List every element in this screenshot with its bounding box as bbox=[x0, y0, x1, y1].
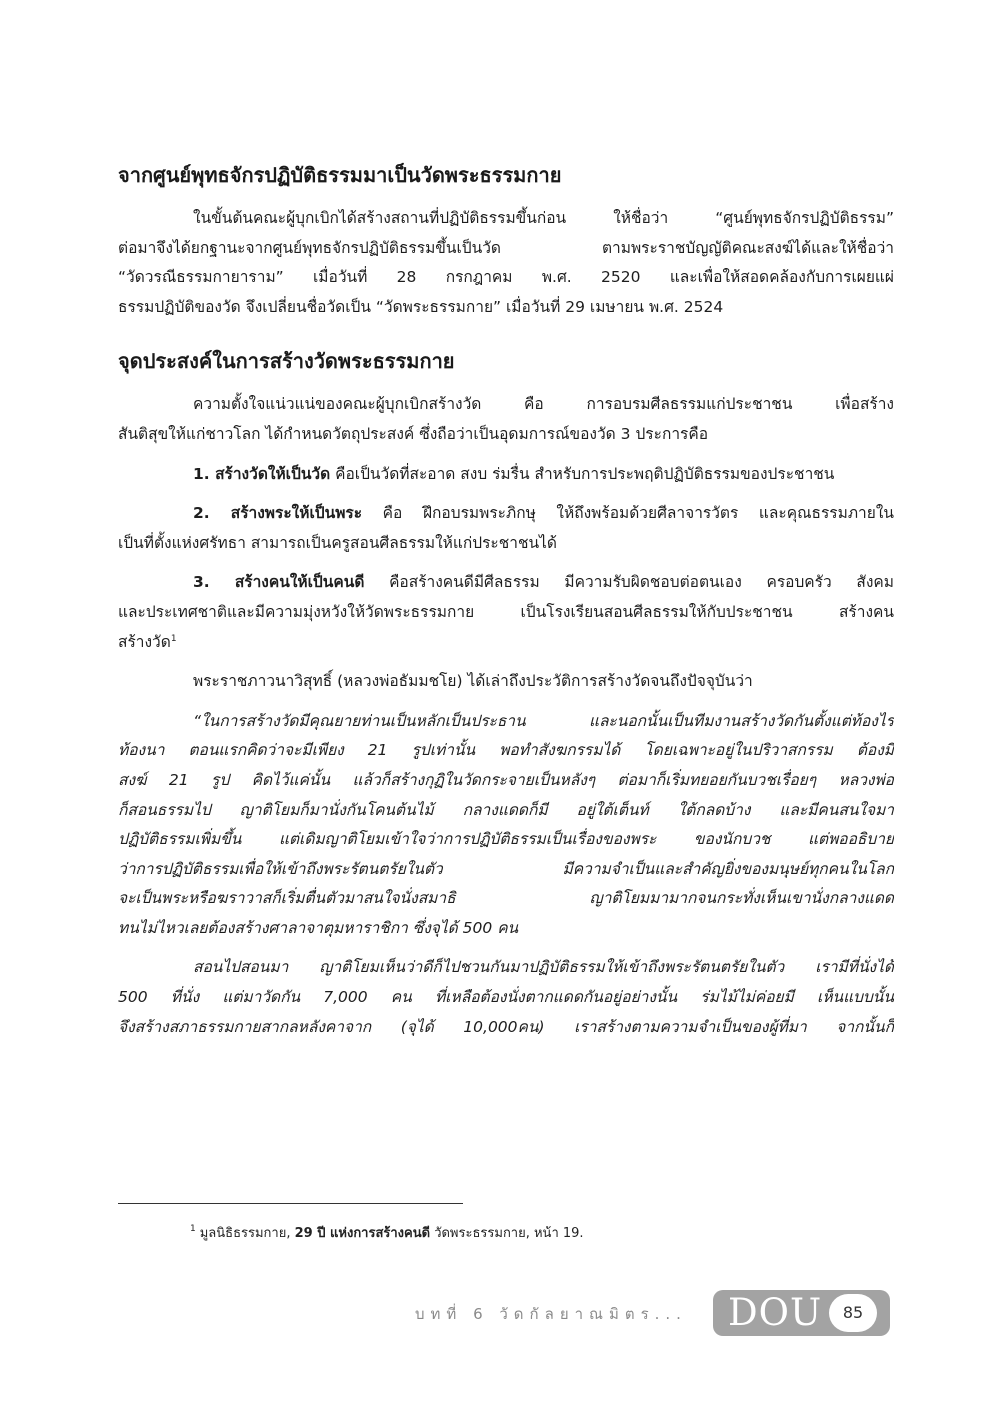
text-line bbox=[118, 460, 894, 490]
text-line: เป็นที่ตั้งแห่งศรัทธา สามารถเป็นครูสอนศีลธรรมให้แก่ประชาชนได้ bbox=[118, 533, 557, 552]
purpose-item-title: 3. สร้างคนให้เป็นคนดี bbox=[193, 573, 365, 592]
purpose-item-2 bbox=[118, 499, 894, 558]
text-line: สงฆ์ 21 รูป คิดไว้แค่นั้น แล้วก็สร้างกุฏิในวัดกระจายเป็นหลังๆ ต่อมาก็เริ่มทยอยกันบวชเรื่อยๆ หลวงพ่อ bbox=[118, 770, 894, 789]
text-line: จะเป็นพระหรือฆราวาสก็เริ่มตื่นตัวมาสนใจนั่งสมาธิ ญาติโยมมามากจนกระทั่งเห็นเขานั่งกลางแดด bbox=[118, 889, 894, 908]
page-number: 85 bbox=[829, 1294, 877, 1332]
purpose-item-3 bbox=[118, 568, 894, 657]
dou-logo: DOU bbox=[728, 1291, 823, 1334]
text-line: 500 ที่นั่ง แต่มาวัดกัน 7,000 คน ที่เหลือต้องนั่งตากแดดกันอยู่อย่างนั้น ร่มไม้ไม่ค่อยมี เห็นแบบนั้น bbox=[118, 988, 894, 1007]
text-line: ความตั้งใจแน่วแน่ของคณะผู้บุกเบิกสร้างวัด คือ การอบรมศีลธรรมแก่ประชาชน เพื่อสร้าง bbox=[193, 395, 894, 414]
text-line: ปฏิบัติธรรมเพิ่มขึ้น แต่เดิมญาติโยมเข้าใจว่าการปฏิบัติธรรมเป็นเรื่องของพระ ของนักบวช แต่พออธิบาย bbox=[118, 830, 894, 849]
footnote: $^1$ มูลนิธิธรรมกาย, 29 ปี แห่งการสร้างคนดี วัดพระธรรมกาย, หน้า 19. bbox=[190, 1224, 584, 1241]
text-line: “ในการสร้างวัดมีคุณยายท่านเป็นหลักเป็นประธาน และนอกนั้นเป็นทีมงานสร้างวัดกันตั้งแต่ท้องไร่ bbox=[193, 711, 894, 730]
quote-paragraph-2 bbox=[118, 953, 894, 1042]
text-line: จึงสร้างสภาธรรมกายสากลหลังคาจาก (จุได้ 10,000คน) เราสร้างตามความจำเป็นของผู้ที่มา จากนั้นก็ bbox=[118, 1017, 894, 1036]
text-line: และประเทศชาติและมีความมุ่งหวังให้วัดพระธรรมกาย เป็นโรงเรียนสอนศีลธรรมให้กับประชาชน สร้างคน bbox=[118, 602, 894, 621]
page-body bbox=[118, 160, 894, 1042]
text-line: ท้องนา ตอนแรกคิดว่าจะมีเพียง 21 รูปเท่านั้น พอทำสังฆกรรมได้ โดยเฉพาะอยู่ในปริวาสกรรม ต้องมี bbox=[118, 741, 894, 760]
section-heading-history: จากศูนย์พุทธจักรปฏิบัติธรรมมาเป็นวัดพระธรรมกาย bbox=[118, 163, 562, 187]
purpose-item-text: คือสร้างคนดีมีศีลธรรม มีความรับผิดชอบต่อตนเอง ครอบครัว สังคม bbox=[364, 573, 894, 592]
text-line: ในขั้นต้นคณะผู้บุกเบิกได้สร้างสถานที่ปฏิบัติธรรมขึ้นก่อน ให้ชื่อว่า “ศูนย์พุทธจักรปฏิบัติธรรม” bbox=[193, 209, 894, 227]
text-line bbox=[118, 568, 894, 598]
text-line: ธรรมปฏิบัติของวัด จึงเปลี่ยนชื่อวัดเป็น “วัดพระธรรมกาย” เมื่อวันที่ 29 เมษายน พ.ศ. 2524 bbox=[118, 297, 724, 316]
text-line: ว่าการปฏิบัติธรรมเพื่อให้เข้าถึงพระรัตนตรัยในตัว มีความจำเป็นและสำคัญยิ่งของมนุษย์ทุกคนในโลก bbox=[118, 859, 894, 878]
chapter-label: บทที่ 6 วัดกัลยาณมิตร... bbox=[415, 1305, 687, 1323]
paragraph-purpose-intro bbox=[118, 390, 894, 449]
text-line: ทนไม่ไหวเลยต้องสร้างศาลาจาตุมหาราชิกา ซึ่งจุได้ 500 คน bbox=[118, 918, 519, 937]
footnote-divider bbox=[118, 1203, 463, 1204]
purpose-item-title: 2. สร้างพระให้เป็นพระ bbox=[193, 504, 363, 523]
text-line: สอนไปสอนมา ญาติโยมเห็นว่าดีก็ไปชวนกันมาปฏิบัติธรรมให้เข้าถึงพระรัตนตรัยในตัว เรามีที่นั่งได้ bbox=[193, 958, 894, 977]
text-line: ก็สอนธรรมไป ญาติโยมก็มานั่งกันโคนต้นไม้ กลางแดดก็มี อยู่ใต้เต็นท์ ใต้กลดบ้าง และมีคนสนใจมา bbox=[118, 800, 894, 819]
text-line: สันติสุขให้แก่ชาวโลก ได้กำหนดวัตถุประสงค์ ซึ่งถือว่าเป็นอุดมการณ์ของวัด 3 ประการคือ bbox=[118, 424, 709, 443]
section-heading-purpose: จุดประสงค์ในการสร้างวัดพระธรรมกาย bbox=[118, 349, 455, 374]
text-line: “วัดวรณีธรรมกายาราม” เมื่อวันที่ 28 กรกฎาคม พ.ศ. 2520 และเพื่อให้สอดคล้องกับการเผยแผ่ bbox=[118, 268, 894, 287]
purpose-item-title: 1. สร้างวัดให้เป็นวัด bbox=[193, 464, 331, 483]
purpose-item-text: คือ ฝึกอบรมพระภิกษุ ให้ถึงพร้อมด้วยศีลาจารวัตร และคุณธรรมภายใน bbox=[362, 504, 894, 523]
paragraph-history bbox=[118, 204, 894, 322]
text-line: สร้างวัด$^1$ bbox=[118, 632, 177, 651]
footnote-reference[interactable]: 1 bbox=[170, 633, 177, 644]
footnote-title: 29 ปี แห่งการสร้างคนดี bbox=[294, 1226, 431, 1241]
purpose-item-1 bbox=[118, 460, 894, 490]
speaker-line: พระราชภาวนาวิสุทธิ์ (หลวงพ่อธัมมชโย) ได้เล่าถึงประวัติการสร้างวัดจนถึงปัจจุบันว่า bbox=[193, 672, 753, 691]
quote-paragraph-1 bbox=[118, 707, 894, 944]
dou-badge bbox=[713, 1290, 890, 1336]
purpose-item-text: คือเป็นวัดที่สะอาด สงบ ร่มรื่น สำหรับการประพฤติปฏิบัติธรรมของประชาชน bbox=[330, 464, 835, 483]
text-line: ต่อมาจึงได้ยกฐานะจากศูนย์พุทธจักรปฏิบัติธรรมขึ้นเป็นวัด ตามพระราชบัญญัติคณะสงฆ์ได้และให้ชื่อว่า bbox=[118, 238, 894, 257]
text-line bbox=[118, 499, 894, 529]
footnote-number: 1 bbox=[190, 1224, 196, 1234]
